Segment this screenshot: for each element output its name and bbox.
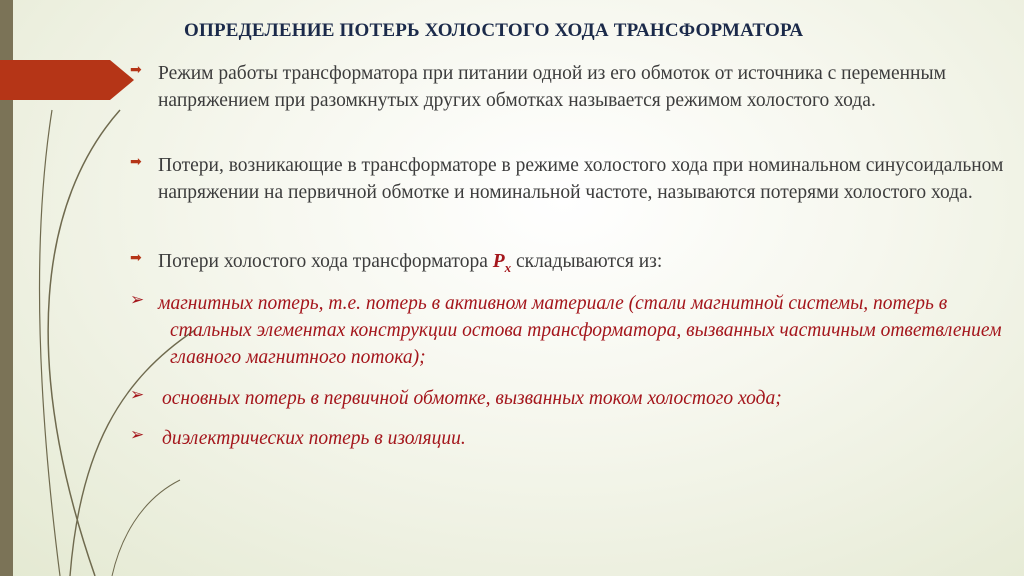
bullet-1-text: Режим работы трансформатора при питании одной из его обмоток от источника с переменным напряжением при разомкнутых других обмотках называется режимом холостого хода.: [158, 63, 946, 111]
checkmark-arrow-icon: ➢: [130, 290, 145, 309]
sub-bullet-1-text: магнитных потерь, т.е. потерь в активном материале (стали магнитной системы, потерь в стальных элементах конструкции остова трансформатора, вызванных частичным ответвлением главного магнитного потока);: [158, 293, 1002, 368]
bullet-3-after: складываются из:: [516, 251, 663, 272]
arrow-right-icon: ➡: [130, 251, 142, 266]
bullet-2-text: Потери, возникающие в трансформаторе в режиме холостого хода при номинальном синусоидальном напряжении на первичной обмотке и номинальной частоте, называются потерями холостого хода.: [158, 155, 1004, 203]
bullet-3-before: Потери холостого хода трансформатора: [158, 251, 488, 272]
arrow-right-icon: ➡: [130, 155, 142, 170]
sub-bullet-3-text: диэлектрических потерь в изоляции.: [162, 428, 466, 449]
checkmark-arrow-icon: ➢: [130, 385, 145, 404]
checkmark-arrow-icon: ➢: [130, 425, 145, 444]
sub-bullet-2-text: основных потерь в первичной обмотке, вызванных током холостого хода;: [162, 388, 782, 409]
slide-title: ОПРЕДЕЛЕНИЕ ПОТЕРЬ ХОЛОСТОГО ХОДА ТРАНСФОРМАТОРА: [184, 20, 804, 41]
power-symbol: $P_x$: [492, 251, 512, 275]
bullet-3-text: [158, 248, 1008, 281]
arrow-right-icon: ➡: [130, 63, 142, 78]
accent-tab: [0, 60, 134, 100]
